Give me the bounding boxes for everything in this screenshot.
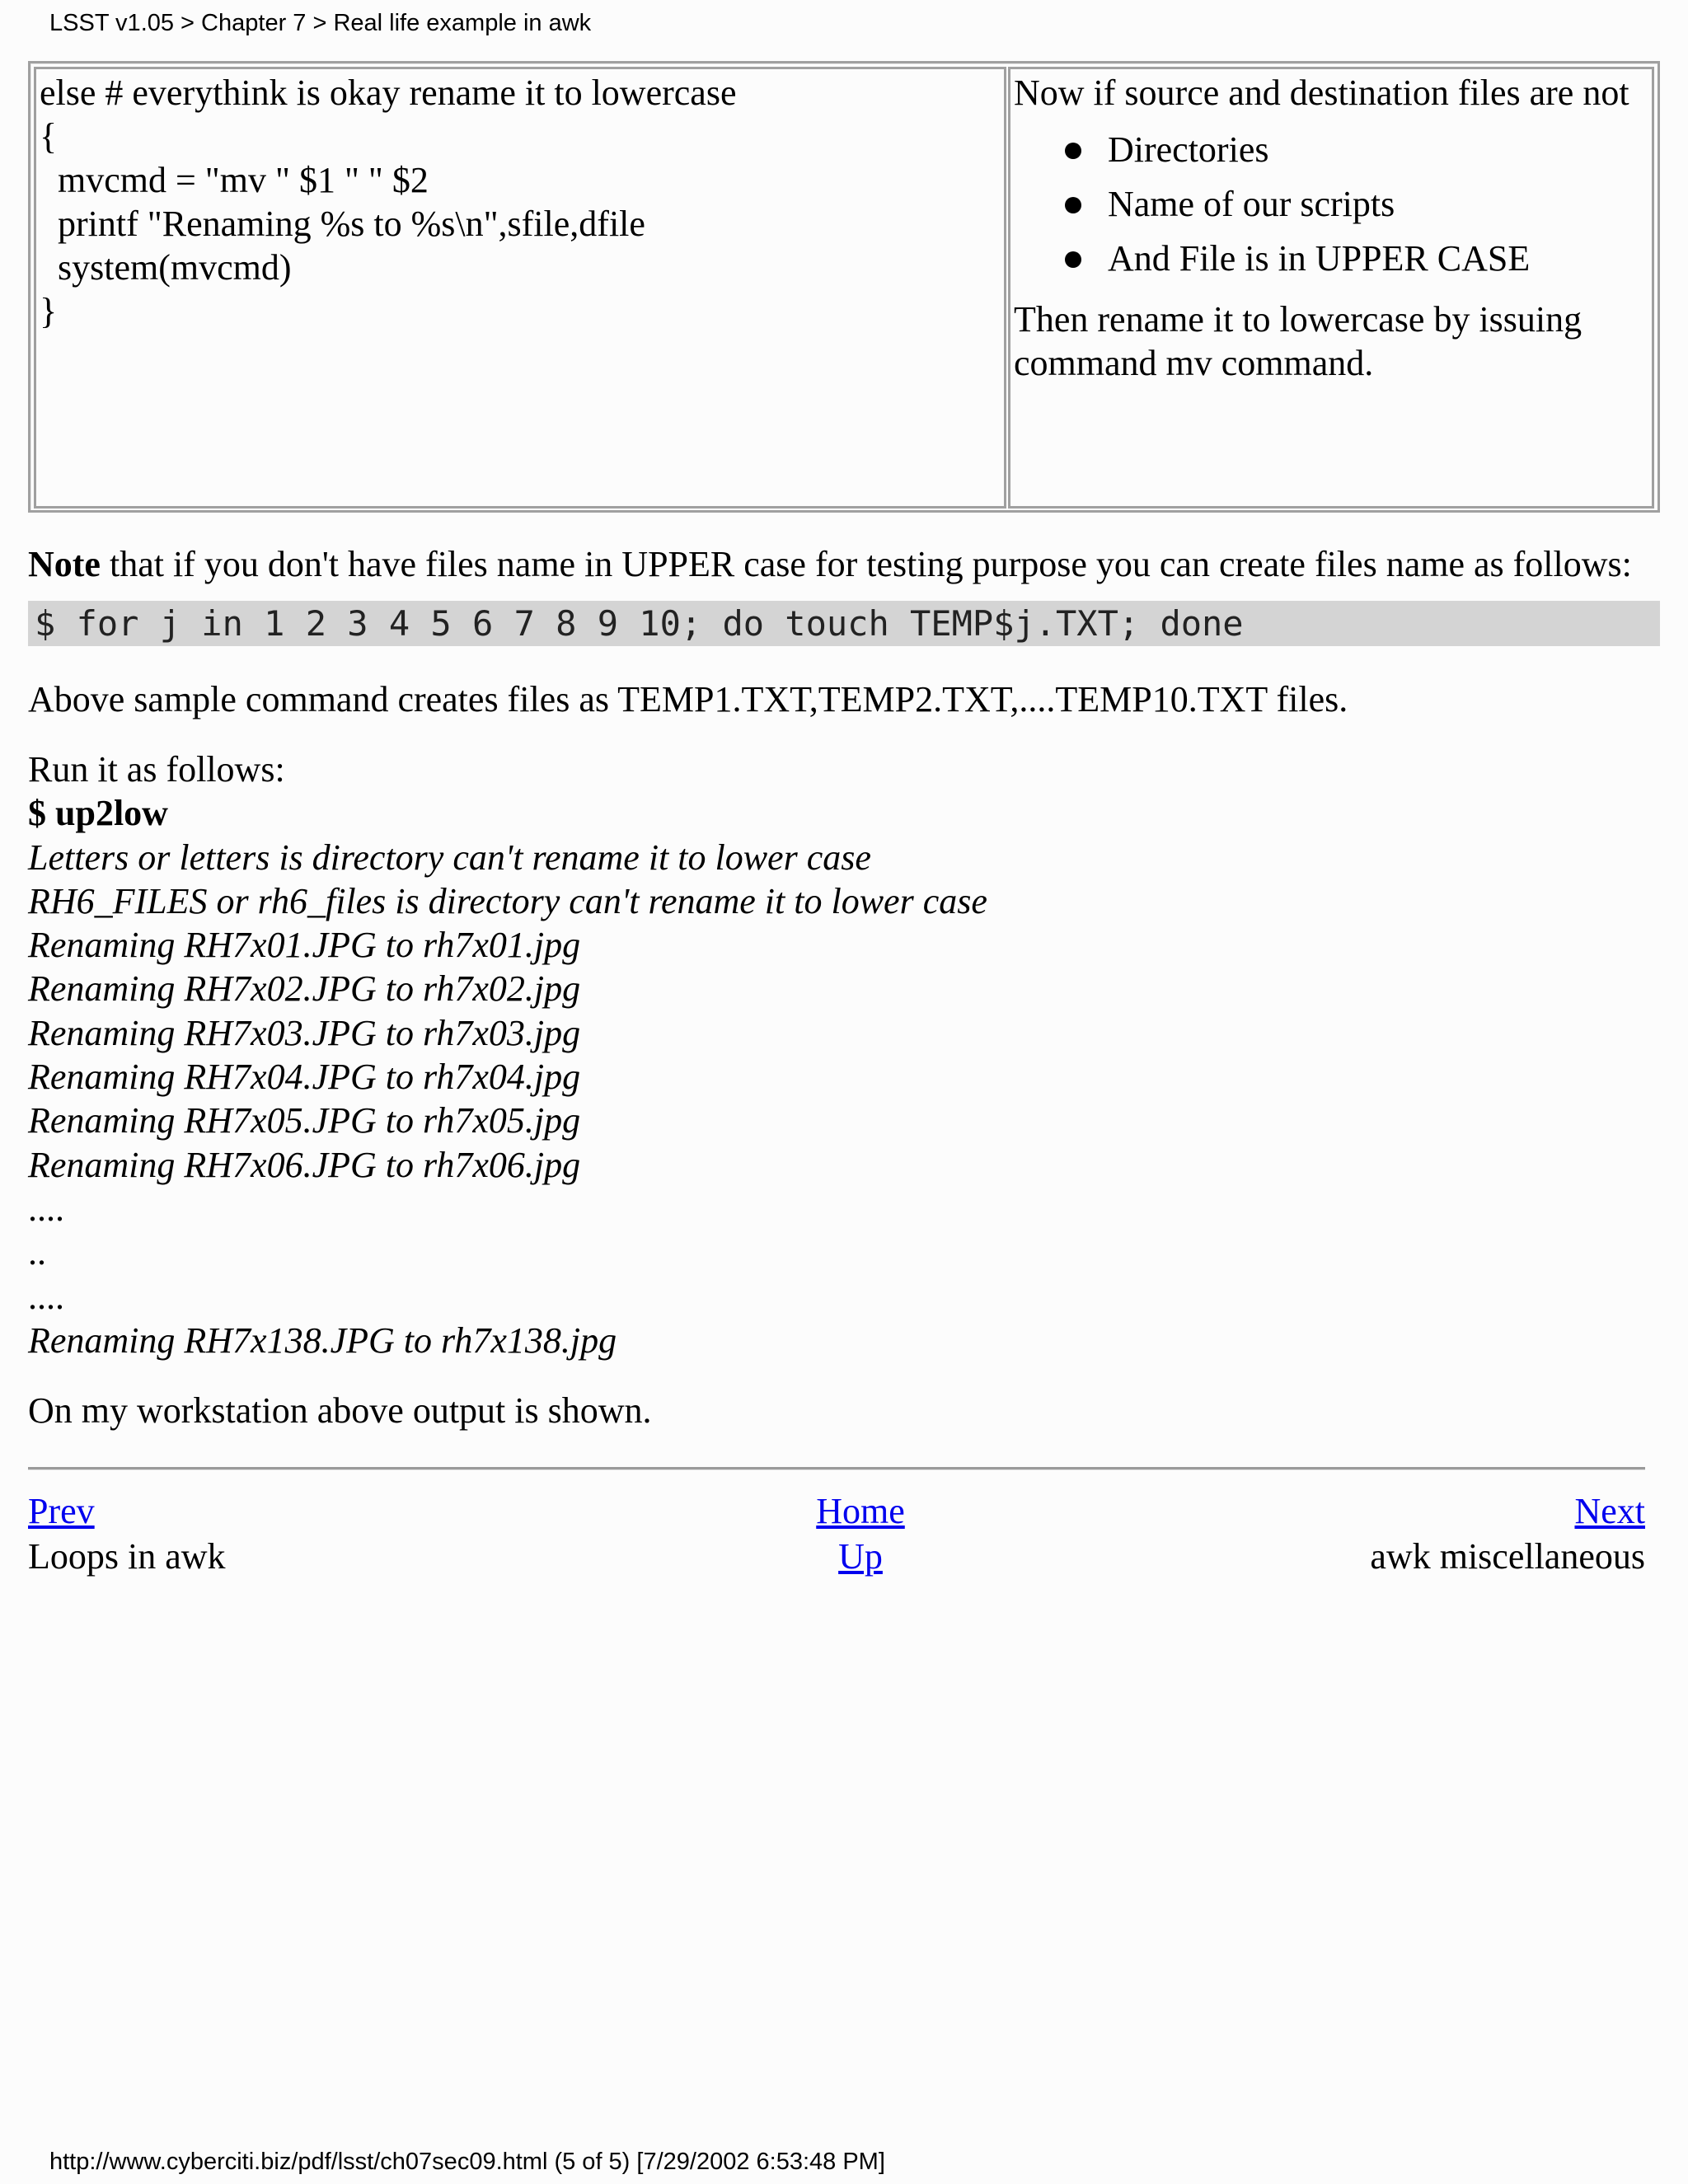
nav-next-column: [1370, 1488, 1645, 1579]
output-line: Renaming RH7x05.JPG to rh7x05.jpg: [28, 1100, 581, 1141]
prev-link[interactable]: Prev: [28, 1491, 95, 1532]
command-example: $ for j in 1 2 3 4 5 6 7 8 9 10; do touch TEMP$j.TXT; done: [28, 601, 1660, 646]
document-content: [28, 61, 1662, 1587]
nav-home-column: [770, 1488, 951, 1579]
output-line-final: Renaming RH7x138.JPG to rh7x138.jpg: [28, 1319, 617, 1361]
explanation-cell: [1008, 67, 1654, 509]
nav-prev-column: [28, 1488, 226, 1579]
code-line: {: [40, 116, 58, 157]
code-line: system(mvcmd): [40, 247, 292, 288]
run-prompt: $ up2low: [28, 793, 168, 834]
note-paragraph: [28, 542, 1662, 586]
command-description: Above sample command creates files as TEMP1.TXT,TEMP2.TXT,....TEMP10.TXT files.: [28, 679, 1348, 719]
output-line: Renaming RH7x03.JPG to rh7x03.jpg: [28, 1012, 581, 1053]
list-item: Name of our scripts: [1108, 177, 1648, 232]
next-link[interactable]: Next: [1574, 1491, 1645, 1532]
list-item: Directories: [1108, 123, 1648, 177]
closing-paragraph: On my workstation above output is shown.: [28, 1390, 652, 1432]
run-output-block: [28, 748, 1662, 1362]
ellipsis-line: ....: [28, 1188, 64, 1229]
page-header-breadcrumb: LSST v1.05 > Chapter 7 > Real life example in awk: [49, 10, 592, 36]
code-explanation-table: [28, 61, 1660, 513]
explanation-outro: Then rename it to lowercase by issuing command mv command.: [1014, 299, 1582, 383]
code-line: else # everythink is okay rename it to lowercase: [40, 73, 737, 113]
run-intro: Run it as follows:: [28, 749, 285, 790]
output-line: RH6_FILES or rh6_files is directory can't rename it to lower case: [28, 880, 987, 921]
ellipsis-line: ....: [28, 1276, 64, 1317]
page-footer-source: http://www.cyberciti.biz/pdf/lsst/ch07sec09.html (5 of 5) [7/29/2002 6:53:48 PM]: [49, 2149, 885, 2175]
list-item: And File is in UPPER CASE: [1108, 232, 1648, 286]
output-line: Renaming RH7x06.JPG to rh7x06.jpg: [28, 1144, 581, 1185]
code-line: }: [40, 291, 58, 331]
page-navigation: [28, 1488, 1645, 1587]
output-line: Renaming RH7x04.JPG to rh7x04.jpg: [28, 1057, 581, 1098]
prev-title: Loops in awk: [28, 1536, 226, 1577]
output-line: Letters or letters is directory can't rename it to lower case: [28, 837, 871, 878]
ellipsis-line: ..: [28, 1232, 46, 1273]
code-line: printf "Renaming %s to %s\n",sfile,dfile: [40, 204, 645, 244]
home-link[interactable]: Home: [816, 1491, 905, 1532]
note-text: that if you don't have files name in UPPER case for testing purpose you can create files name as follows:: [100, 544, 1632, 584]
code-cell: [34, 67, 1006, 509]
output-line: Renaming RH7x02.JPG to rh7x02.jpg: [28, 968, 581, 1010]
divider: [28, 1467, 1645, 1470]
output-line: Renaming RH7x01.JPG to rh7x01.jpg: [28, 925, 581, 966]
note-label: Note: [28, 544, 101, 584]
condition-list: [1014, 123, 1648, 286]
code-line: mvcmd = "mv " $1 " " $2: [40, 160, 429, 200]
explanation-intro: Now if source and destination files are not: [1014, 73, 1629, 113]
up-link[interactable]: Up: [838, 1536, 883, 1577]
next-title: awk miscellaneous: [1370, 1536, 1645, 1577]
